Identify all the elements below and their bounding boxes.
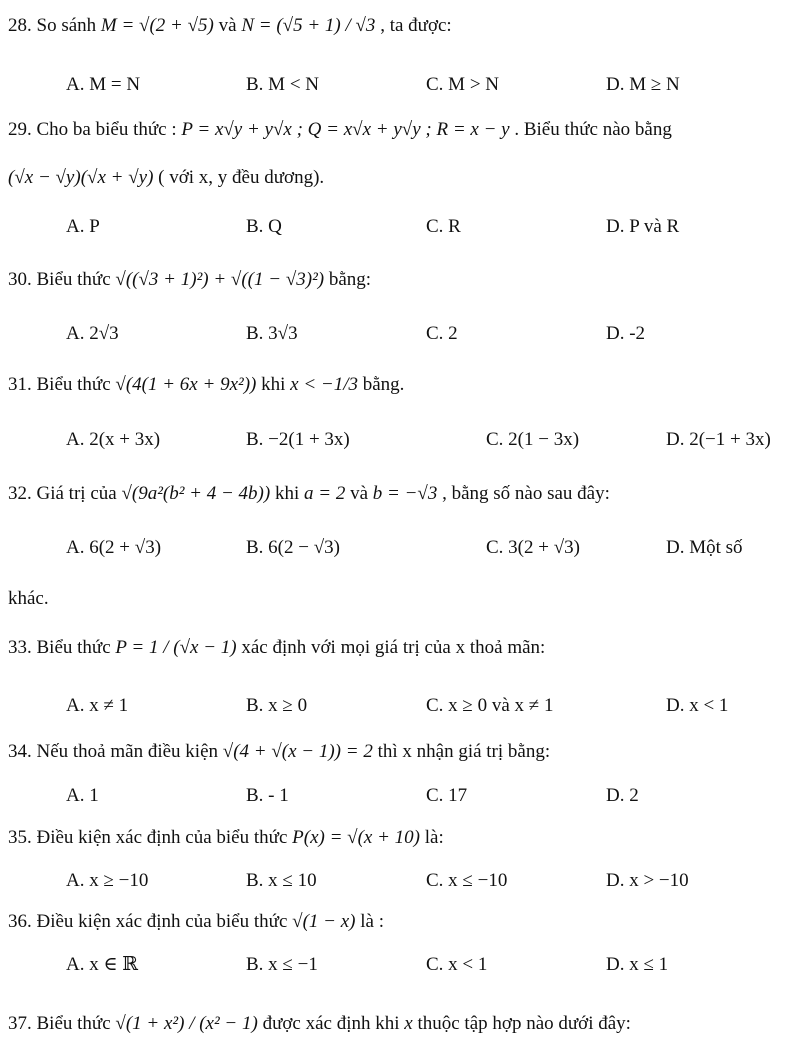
question-28-expr-n: N = (√5 + 1) / √3 [241, 15, 376, 36]
option-30-a: A. 2√3 [66, 323, 119, 344]
option-33-d: D. x < 1 [666, 695, 729, 716]
question-29-expressions: P = x√y + y√x ; Q = x√x + y√y ; R = x − y [181, 119, 510, 140]
option-32-c: C. 3(2 + √3) [486, 537, 580, 558]
question-36-label: 36. Điều kiện xác định của biểu thức [8, 911, 293, 932]
option-33-b: B. x ≥ 0 [246, 695, 308, 716]
question-33-expr: P = 1 / (√x − 1) [115, 637, 237, 658]
question-35-tail: là: [424, 827, 444, 848]
question-29-product: (√x − √y)(√x + √y) [8, 167, 154, 188]
question-33 [8, 636, 545, 660]
option-32-d-continuation: khác. [8, 588, 49, 609]
question-30-expr: √((√3 + 1)²) + √((1 − √3)²) [115, 269, 325, 290]
question-35 [8, 826, 444, 850]
option-29-a: A. P [66, 216, 100, 237]
question-32-tail: , bằng số nào sau đây: [442, 483, 610, 504]
question-29-line-1 [8, 118, 672, 142]
question-31-condition: x < −1/3 [290, 374, 358, 395]
option-28-d: D. M ≥ N [606, 74, 680, 95]
question-29-condition: ( với x, y đều dương). [158, 167, 325, 188]
question-37-tail: thuộc tập hợp nào dưới đây: [417, 1013, 631, 1034]
question-29-line-2 [8, 166, 324, 190]
question-32-and: và [350, 483, 373, 504]
option-34-b: B. - 1 [246, 785, 289, 806]
question-34 [8, 740, 550, 764]
question-31-label: 31. Biểu thức [8, 374, 116, 395]
option-29-c: C. R [426, 216, 461, 237]
option-35-b: B. x ≤ 10 [246, 870, 317, 891]
question-37 [8, 1012, 631, 1036]
question-37-label: 37. Biểu thức [8, 1013, 116, 1034]
question-31-expr: √(4(1 + 6x + 9x²)) [115, 374, 257, 395]
question-28-tail: , ta được: [380, 15, 452, 36]
question-32-when: khi [274, 483, 304, 504]
question-35-expr: P(x) = √(x + 10) [292, 827, 420, 848]
question-31 [8, 373, 404, 397]
option-31-d: D. 2(−1 + 3x) [666, 429, 771, 450]
question-32-a-value: a = 2 [304, 483, 346, 504]
option-30-d: D. -2 [606, 323, 646, 344]
option-28-b: B. M < N [246, 74, 320, 95]
question-28-expr-m: M = √(2 + √5) [100, 15, 214, 36]
option-35-a: A. x ≥ −10 [66, 870, 149, 891]
option-36-a: A. x ∈ ℝ [66, 954, 139, 975]
question-34-expr: √(4 + √(x − 1)) = 2 [222, 741, 373, 762]
option-33-c: C. x ≥ 0 và x ≠ 1 [426, 695, 554, 716]
question-33-tail: xác định với mọi giá trị của x thoả mãn: [241, 637, 546, 658]
option-28-a: A. M = N [66, 74, 141, 95]
question-33-label: 33. Biểu thức [8, 637, 116, 658]
question-30-label: 30. Biểu thức [8, 269, 116, 290]
option-29-d: D. P và R [606, 216, 680, 237]
question-28-label: 28. So sánh [8, 15, 101, 36]
question-37-variable: x [404, 1013, 413, 1034]
question-28 [8, 14, 452, 38]
option-36-d: D. x ≤ 1 [606, 954, 669, 975]
option-32-a: A. 6(2 + √3) [66, 537, 162, 558]
option-36-b: B. x ≤ −1 [246, 954, 318, 975]
option-33-a: A. x ≠ 1 [66, 695, 129, 716]
question-32-b-value: b = −√3 [372, 483, 438, 504]
option-36-c: C. x < 1 [426, 954, 488, 975]
option-34-a: A. 1 [66, 785, 99, 806]
option-35-c: C. x ≤ −10 [426, 870, 508, 891]
question-37-expr: √(1 + x²) / (x² − 1) [115, 1013, 258, 1034]
question-37-mid: được xác định khi [262, 1013, 405, 1034]
question-34-label: 34. Nếu thoả mãn điều kiện [8, 741, 223, 762]
question-32-label: 32. Giá trị của [8, 483, 122, 504]
question-29-label: 29. Cho ba biểu thức : [8, 119, 182, 140]
question-35-label: 35. Điều kiện xác định của biểu thức [8, 827, 293, 848]
option-29-b: B. Q [246, 216, 282, 237]
option-28-c: C. M > N [426, 74, 500, 95]
option-32-d: D. Một số [666, 537, 743, 558]
question-32 [8, 482, 610, 506]
question-28-and: và [218, 15, 242, 36]
question-34-tail: thì x nhận giá trị bằng: [377, 741, 551, 762]
option-32-b: B. 6(2 − √3) [246, 537, 340, 558]
option-34-d: D. 2 [606, 785, 639, 806]
question-31-when: khi [261, 374, 291, 395]
question-32-expr: √(9a²(b² + 4 − 4b)) [121, 483, 271, 504]
option-30-c: C. 2 [426, 323, 458, 344]
option-30-b: B. 3√3 [246, 323, 298, 344]
question-36-tail: là : [360, 911, 384, 932]
option-31-a: A. 2(x + 3x) [66, 429, 161, 450]
question-36-expr: √(1 − x) [292, 911, 356, 932]
option-35-d: D. x > −10 [606, 870, 689, 891]
question-30 [8, 268, 371, 292]
question-29-tail: . Biểu thức nào bằng [514, 119, 672, 140]
option-31-b: B. −2(1 + 3x) [246, 429, 350, 450]
option-31-c: C. 2(1 − 3x) [486, 429, 580, 450]
option-34-c: C. 17 [426, 785, 468, 806]
question-36 [8, 910, 384, 934]
question-30-tail: bằng: [328, 269, 372, 290]
question-31-tail: bằng. [362, 374, 405, 395]
